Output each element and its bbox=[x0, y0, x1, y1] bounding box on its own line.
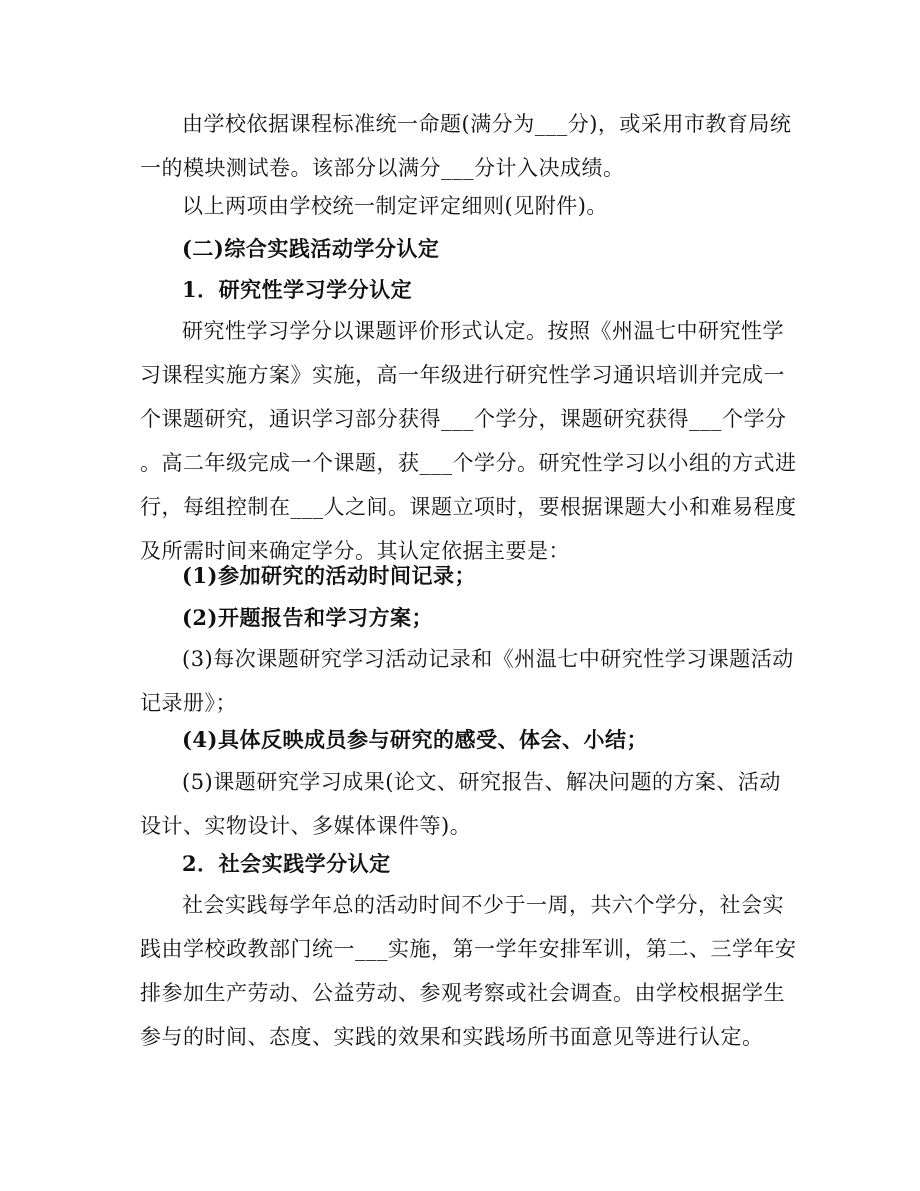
text-line: 参与的时间、态度、实践的效果和实践场所书面意见等进行认定。 bbox=[140, 1025, 764, 1049]
list-item-text: 记录册》； bbox=[140, 691, 237, 715]
paragraph-research-learning bbox=[140, 309, 797, 573]
text-line: 以上两项由学校统一制定评定细则(见附件)。 bbox=[182, 194, 608, 218]
list-item-2 bbox=[140, 596, 790, 640]
text-line: 排参加生产劳动、公益劳动、参观考察或社会调查。由学校根据学生 bbox=[140, 981, 785, 1005]
text-line: 践由学校政教部门统一___实施，第一学年安排军训，第二、三学年安 bbox=[140, 937, 797, 961]
paragraph-exam-rule bbox=[140, 102, 790, 190]
text-line: 习课程实施方案》实施，高一年级进行研究性学习通识培训并完成一 bbox=[140, 363, 785, 387]
text-line: 行，每组控制在___人之间。课题立项时，要根据课题大小和难易程度 bbox=[140, 495, 797, 519]
heading-text: (二)综合实践活动学分认定 bbox=[182, 236, 440, 261]
list-item-5 bbox=[140, 760, 790, 848]
section-heading-comprehensive-practice bbox=[140, 227, 790, 271]
text-line: 一的模块测试卷。该部分以满分___分计入决成绩。 bbox=[140, 156, 625, 180]
paragraph-criteria-note bbox=[140, 184, 790, 228]
text-line: 个课题研究，通识学习部分获得___个学分，课题研究获得___个学分 bbox=[140, 407, 787, 431]
list-item-1 bbox=[140, 554, 790, 598]
list-item-text: (4)具体反映成员参与研究的感受、体会、小结； bbox=[182, 727, 648, 752]
text-line: 及所需时间来确定学分。其认定依据主要是： bbox=[140, 539, 570, 563]
subsection-heading-research-learning bbox=[140, 268, 790, 312]
list-item-text: 设计、实物设计、多媒体课件等)。 bbox=[140, 814, 472, 838]
list-item-3 bbox=[140, 637, 794, 725]
list-item-text: (1)参加研究的活动时间记录； bbox=[182, 563, 476, 588]
text-line: 社会实践每学年总的活动时间不少于一周，共六个学分，社会实 bbox=[182, 893, 784, 917]
text-line: 研究性学习学分以课题评价形式认定。按照《州温七中研究性学 bbox=[182, 319, 784, 343]
list-item-text: (3)每次课题研究学习活动记录和《州温七中研究性学习课题活动 bbox=[182, 647, 794, 671]
paragraph-social-practice bbox=[140, 883, 797, 1059]
heading-text: 2．社会实践学分认定 bbox=[182, 851, 391, 876]
list-item-4 bbox=[140, 718, 790, 762]
list-item-text: (5)课题研究学习成果(论文、研究报告、解决问题的方案、活动 bbox=[182, 770, 781, 794]
list-item-text: (2)开题报告和学习方案； bbox=[182, 605, 433, 630]
text-line: 。高二年级完成一个课题，获___个学分。研究性学习以小组的方式进 bbox=[140, 451, 797, 475]
text-line: 由学校依据课程标准统一命题(满分为___分)，或采用市教育局统 bbox=[182, 112, 792, 136]
heading-text: 1．研究性学习学分认定 bbox=[182, 277, 413, 302]
subsection-heading-social-practice bbox=[140, 842, 790, 886]
